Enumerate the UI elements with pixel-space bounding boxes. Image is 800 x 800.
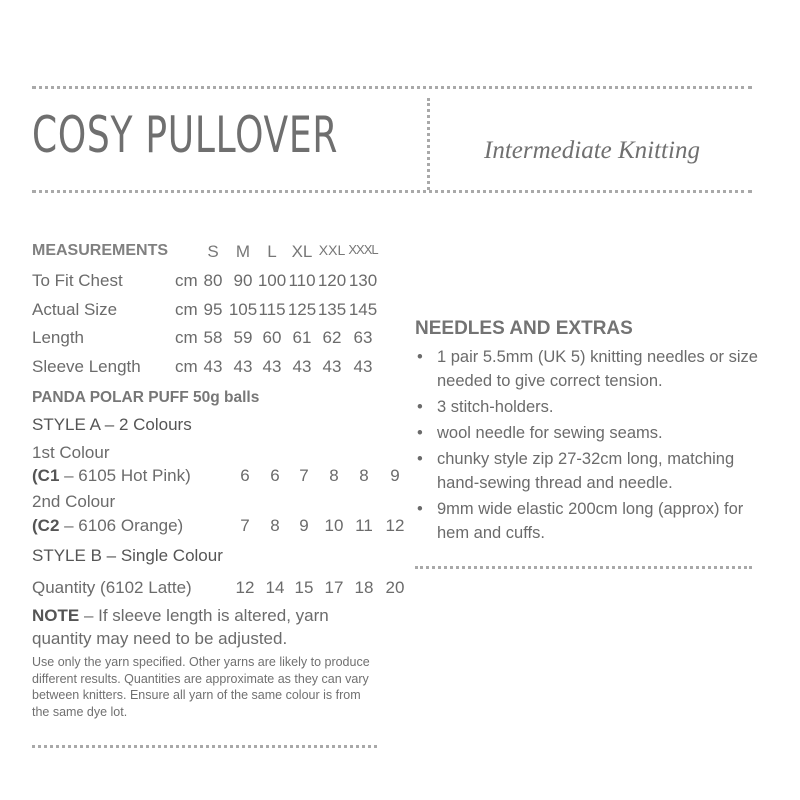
value-m: 8 xyxy=(270,516,280,535)
colour1-name: – 6105 Hot Pink) xyxy=(59,466,191,485)
value-xxxl: 9 xyxy=(390,466,400,485)
value-xxl: 11 xyxy=(355,516,373,535)
value-xxl: 8 xyxy=(359,466,369,485)
top-divider xyxy=(32,86,752,89)
value-xxxl: 130 xyxy=(348,271,378,290)
list-item xyxy=(415,447,765,495)
item-text: 3 stitch-holders. xyxy=(437,398,554,416)
list-item xyxy=(415,395,765,419)
value-s: 6 xyxy=(240,466,250,485)
bullet-icon: • xyxy=(417,398,423,416)
bullet-icon: • xyxy=(417,500,423,518)
colour2-row xyxy=(32,516,405,538)
value-xl: 110 xyxy=(288,271,316,290)
list-item xyxy=(415,345,765,393)
needles-bottom-divider xyxy=(415,566,752,569)
value-xxxl: 20 xyxy=(385,578,405,597)
size-m: M xyxy=(235,242,251,261)
measurements-header-row xyxy=(32,242,382,264)
note-text: – If sleeve length is altered, yarn quantity may need to be adjusted. xyxy=(32,606,329,648)
size-l: L xyxy=(267,242,277,261)
colour2-label: 2nd Colour xyxy=(32,492,116,511)
header-bottom-divider xyxy=(32,190,752,193)
item-text: wool needle for sewing seams. xyxy=(437,424,663,442)
needles-heading: NEEDLES AND EXTRAS xyxy=(415,318,633,339)
yarn-note xyxy=(32,604,377,650)
value-xxl: 18 xyxy=(354,578,374,597)
value-m: 43 xyxy=(233,357,253,376)
bullet-icon: • xyxy=(417,424,423,442)
size-xl: XL xyxy=(291,242,313,261)
measurement-row-actual-size xyxy=(32,300,382,322)
value-s: 95 xyxy=(203,300,223,319)
quantity-row xyxy=(32,578,405,600)
value-xxxl: 145 xyxy=(348,300,378,319)
value-s: 7 xyxy=(240,516,250,535)
value-m: 14 xyxy=(265,578,285,597)
page-title: COSY PULLOVER xyxy=(32,106,339,164)
value-xxl: 135 xyxy=(317,300,347,319)
value-m: 90 xyxy=(233,271,253,290)
colour2-desc xyxy=(32,516,183,536)
item-text: 1 pair 5.5mm (UK 5) knitting needles or size needed to give correct tension. xyxy=(437,348,758,390)
value-l: 100 xyxy=(257,271,287,290)
size-s: S xyxy=(207,242,219,261)
value-xxxl: 63 xyxy=(353,328,373,347)
value-xl: 125 xyxy=(287,300,317,319)
measurement-row-length xyxy=(32,328,382,350)
value-l: 115 xyxy=(258,300,286,319)
value-l: 60 xyxy=(262,328,282,347)
value-s: 58 xyxy=(203,328,223,347)
item-text: 9mm wide elastic 200cm long (approx) for hem and cuffs. xyxy=(437,500,744,542)
row-unit: cm xyxy=(175,357,198,376)
value-xl: 17 xyxy=(324,578,344,597)
yarn-heading: PANDA POLAR PUFF 50g balls xyxy=(32,389,260,406)
bullet-icon: • xyxy=(417,348,423,366)
style-a-heading: STYLE A – 2 Colours xyxy=(32,415,192,434)
yarn-fine-print: Use only the yarn specified. Other yarns are likely to produce different results. Quantities are approximate as they can vary between knitters. Ensure all yarn of the same colour is from the same dye lot. xyxy=(32,655,370,719)
list-item xyxy=(415,421,765,445)
item-text: chunky style zip 27-32cm long, matching hand-sewing thread and needle. xyxy=(437,450,735,492)
row-label: Sleeve Length xyxy=(32,357,141,376)
needles-list xyxy=(415,345,765,547)
colour1-label: 1st Colour xyxy=(32,443,110,462)
header-vertical-divider xyxy=(427,98,430,190)
value-xxl: 62 xyxy=(322,328,342,347)
value-m: 59 xyxy=(233,328,253,347)
colour2-name: – 6106 Orange) xyxy=(59,516,184,535)
value-xxxl: 43 xyxy=(353,357,373,376)
value-l: 43 xyxy=(262,357,282,376)
style-b-heading: STYLE B – Single Colour xyxy=(32,546,223,565)
row-unit: cm xyxy=(175,328,198,347)
note-label: NOTE xyxy=(32,606,80,625)
size-xxxl: XXXL xyxy=(348,242,378,257)
measurement-row-sleeve-length xyxy=(32,357,382,379)
measurements-heading: MEASUREMENTS xyxy=(32,242,169,259)
colour1-row xyxy=(32,466,400,488)
value-xl: 43 xyxy=(292,357,312,376)
value-m: 6 xyxy=(270,466,280,485)
value-xl: 8 xyxy=(329,466,339,485)
footer-divider xyxy=(32,745,377,748)
measurement-row-chest xyxy=(32,271,382,293)
value-xl: 10 xyxy=(324,516,344,535)
value-s: 80 xyxy=(203,271,223,290)
value-l: 7 xyxy=(299,466,309,485)
list-item xyxy=(415,497,765,545)
size-xxl: XXL xyxy=(318,242,346,258)
value-s: 43 xyxy=(203,357,223,376)
row-unit: cm xyxy=(175,300,198,319)
value-l: 15 xyxy=(294,578,314,597)
row-label: Length xyxy=(32,328,84,347)
row-unit: cm xyxy=(175,271,198,290)
page-subtitle: Intermediate Knitting xyxy=(484,137,700,164)
value-xl: 61 xyxy=(292,328,312,347)
quantity-label: Quantity (6102 Latte) xyxy=(32,578,192,597)
row-label: Actual Size xyxy=(32,300,118,319)
value-m: 105 xyxy=(228,300,258,319)
colour1-code: (C1 xyxy=(32,466,60,485)
value-l: 9 xyxy=(299,516,309,535)
value-xxl: 43 xyxy=(322,357,342,376)
colour2-code: (C2 xyxy=(32,516,60,535)
row-label: To Fit Chest xyxy=(32,271,123,290)
colour1-desc xyxy=(32,466,191,486)
value-xxxl: 12 xyxy=(385,516,405,535)
value-s: 12 xyxy=(235,578,255,597)
value-xxl: 120 xyxy=(317,271,347,290)
bullet-icon: • xyxy=(417,450,423,468)
